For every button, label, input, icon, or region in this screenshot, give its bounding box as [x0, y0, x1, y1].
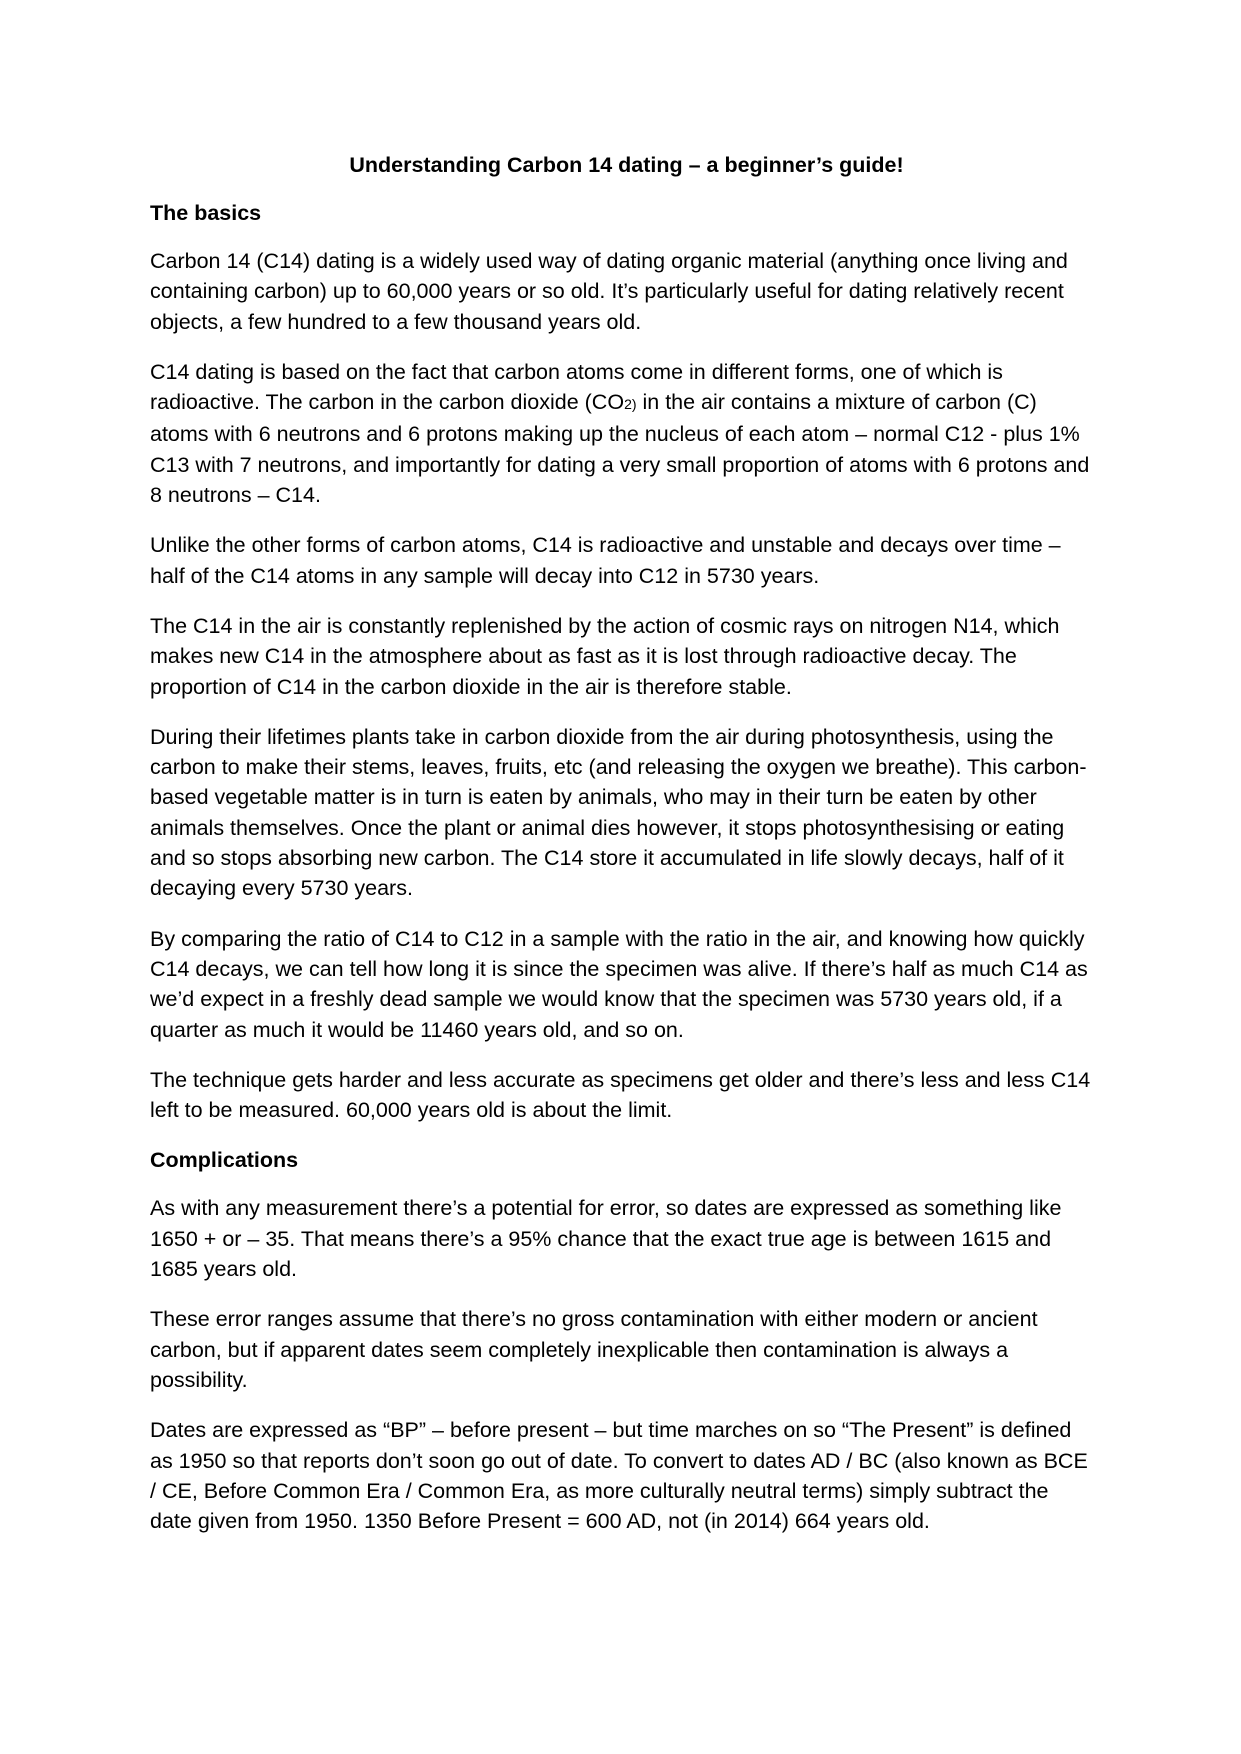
paragraph-intro: Carbon 14 (C14) dating is a widely used way of dating organic material (anything once living and containing carbon) up to 60,000 years or so old. It’s particularly useful for dating relatively recent objects, a few hundred to a few thousand years old. — [150, 249, 1068, 334]
paragraph-lifetimes: During their lifetimes plants take in carbon dioxide from the air during photosynthesis, using the carbon to make their stems, leaves, fruits, etc (and releasing the oxygen we breathe). This carbon-based vegetable matter is in turn is eaten by animals, who may in their turn be eaten by other animals themselves. Once the plant or animal dies however, it stops photosynthesising or eating and so stops absorbing new carbon. The C14 store it accumulated in life slowly decays, half of it decaying every 5730 years. — [150, 724, 1087, 901]
paragraph-carbon-forms-part1: C14 dating is based on the fact that carbon atoms come in different forms, one of which is radioactive. The carbon in the carbon dioxide (CO — [150, 359, 1003, 415]
paragraph-replenishment: The C14 in the air is constantly replenished by the action of cosmic rays on nitrogen N14, which makes new C14 in the atmosphere about as fast as it is lost through radioactive decay. The proportion of C14 in the carbon dioxide in the air is therefore stable. — [150, 613, 1060, 699]
section-heading-complications: Complications — [150, 1148, 299, 1173]
paragraph-limit: The technique gets harder and less accurate as specimens get older and there’s less and less C14 left to be measured. 60,000 years old is about the limit. — [150, 1067, 1091, 1123]
section-heading-basics: The basics — [150, 201, 262, 225]
paragraph-carbon-forms — [150, 357, 1095, 510]
paragraph-contamination: These error ranges assume that there’s no gross contamination with either modern or ancient carbon, but if apparent dates seem completely inexplicable then contamination is always a possibility. — [150, 1307, 1038, 1392]
paragraph-before-present: Dates are expressed as “BP” – before present – but time marches on so “The Present” is defined as 1950 so that reports don’t soon go out of date. To convert to dates AD / BC (also known as BCE / CE, Before Common Era / Common Era, as more culturally neutral terms) simply subtract the date given from 1950. 1350 Before Present = 600 AD, not (in 2014) 664 years old. — [150, 1418, 1088, 1534]
paragraph-carbon-forms-part2: in the air contains a mixture of carbon (C) atoms with 6 neutrons and 6 protons making up the nucleus of each atom – normal C12 - plus 1% C13 with 7 neutrons, and importantly for dating a very small proportion of atoms with 6 protons and 8 neutrons – C14. — [150, 390, 1090, 508]
paragraph-radioactive-decay: Unlike the other forms of carbon atoms, C14 is radioactive and unstable and decays over time – half of the C14 atoms in any sample will decay into C12 in 5730 years. — [150, 533, 1061, 588]
paragraph-ratio-comparison: By comparing the ratio of C14 to C12 in a sample with the ratio in the air, and knowing how quickly C14 decays, we can tell how long it is since the specimen was alive. If there’s half as much C14 as we’d expect in a freshly dead sample we would know that the specimen was 5730 years old, if a quarter as much it would be 11460 years old, and so on. — [150, 926, 1088, 1042]
document-title: Understanding Carbon 14 dating – a beginner’s guide! — [349, 153, 904, 177]
paragraph-error: As with any measurement there’s a potential for error, so dates are expressed as something like 1650 + or – 35. That means there’s a 95% chance that the exact true age is between 1615 and 1685 years old. — [150, 1196, 1062, 1282]
subscript-2: 2) — [624, 396, 637, 413]
document-page — [150, 150, 1095, 1556]
